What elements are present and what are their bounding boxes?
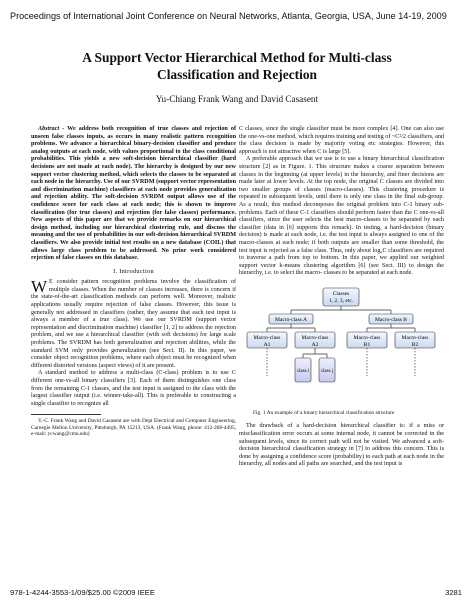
node-macro-b2-label-1: Macro-class xyxy=(401,334,429,341)
right-paragraph-3: The drawback of a hard-decision hierarchical classifier is: if a miss or misclassification error occurs at some internal node, it cannot be corrected in the subsequent levels, since its correct path will not be visited. We advanced a soft-decision hierarchical classification strategy in [7] to address this concern. This is done by assigning a confidence score (probability) to each path at each node in the hierarchy, all nodes and all paths are searched, and the test input is xyxy=(239,423,444,468)
abstract xyxy=(31,126,236,263)
paper-title xyxy=(0,50,474,83)
hierarchy-diagram xyxy=(239,280,444,408)
right-paragraph-1: C classes, since the single classifier must be more complex [4]. One can also use the one-vs-one method, which requires training and testing of ~C²/2 classifiers, and the class decision is made by majority voting etc strategies. However, this approach is not attractive when C is large [5]. xyxy=(239,126,444,155)
right-paragraph-2: A preferable approach that we use is to use a binary hierarchical classification structure [2] as in Figure. 1. This structure makes a coarse separation between classes in the beginning (at upper levels) in the hierarchy, and finer decisions are made later at lower levels. At the top node, the original C classes are divided into two smaller groups of classes (macro-classes). This clustering procedure is repeated in subsequent levels, until there is only one class in the final sub-group. As a result, this method decomposes the original problem into C-1 binary sub-problems. Each of these C-1 classifiers should perform faster than the C one-vs-all classifiers, since the user selects the best macro-classes to be separated by each classifier (data in [6] supports this remark). In testing, a hard-decision (binary decision) is made at each node, i.e. the test input is always assigned to one of the macro-classes at each node; if both outputs are smaller than some threshold, the test input is rejected as a false class. Thus, only about log₂C classifiers are required to traverse a path from top to bottom. In this paper, we applied our weighted support vector k-means clustering algorithm [6] (see Sect. III) to design the hierarchy, i.e. to select the macro- classes to be separated at each node. xyxy=(239,156,444,277)
node-root-label-2: 1, 2, 3, etc. xyxy=(328,297,354,304)
figure-1 xyxy=(239,280,444,408)
leaf-class-i-label: class i xyxy=(296,368,310,374)
node-macro-b-label: Macro-class B xyxy=(375,316,407,323)
page-number: 3281 xyxy=(445,588,462,597)
node-macro-a1-label-2: A1 xyxy=(263,341,271,348)
leaf-class-j-label: class j xyxy=(320,368,334,374)
footer-isbn: 978-1-4244-3553-1/09/$25.00 ©2009 IEEE xyxy=(10,588,155,597)
drop-cap: W xyxy=(31,277,48,297)
node-root-label-1: Classes xyxy=(332,290,350,297)
abstract-label: Abstract xyxy=(38,126,60,132)
node-macro-b2-label-2: B2 xyxy=(411,341,419,348)
section-introduction-heading: I. Introduction xyxy=(113,267,154,275)
intro-paragraph-1 xyxy=(31,279,236,370)
title-line-2: Classification and Rejection xyxy=(157,66,317,82)
author-footnote: Y.-C. Frank Wang and David Casasent are with Dept Electrical and Computer Engineering, Carnegie Mellon University, Pittsburgh, PA 15213, USA. (Frank Wang, phone: 412-268-4495, e-mail: ycwang@cmu.edu) xyxy=(31,418,236,438)
node-macro-b1-label-2: B1 xyxy=(363,341,371,348)
node-macro-b1-label-1: Macro-class xyxy=(353,334,381,341)
node-macro-a1-label-1: Macro-class xyxy=(253,334,281,341)
node-macro-a-label: Macro-class A xyxy=(275,316,307,323)
authors: Yu-Chiang Frank Wang and David Casasent xyxy=(155,94,319,104)
footnote-divider xyxy=(31,414,101,415)
proceedings-header: Proceedings of International Joint Conference on Neural Networks, Atlanta, Georgia, USA, June 14-19, 2009 xyxy=(10,11,447,21)
title-line-1: A Support Vector Hierarchical Method for Multi-class xyxy=(82,50,392,65)
intro-paragraph-1-text: E consider pattern recognition problems involve the classification of multiple classes. When the number of classes increases, there is concern if the state-of-the-art classification methods can perform well. Moreover, realistic applications usually require rejection of false classes. However, this issue is generally not addressed in classifiers (rather, they assume that each test input is always a member of a true class). We use our SVRDM (support vector representation and discrimination machine) classifier [1, 2] to address the rejection problem, and we use a hierarchical classifier (with soft decisions) for large scale problems. The SVRDM has both generalization and rejection abilities, while the standard SVM only provides generalization (see Sect. II). In this paper, we consider object recognition problems, where each object must be recognized when different distorted versions (aspect views) of it are present. xyxy=(31,279,236,369)
right-column xyxy=(239,126,444,469)
left-column xyxy=(31,126,236,438)
node-macro-a2-label-2: A2 xyxy=(311,341,319,348)
intro-paragraph-2: A standard method to address a multi-class (C-class) problem is to use C different one-vs-all binary classifiers [3]. Each of them distinguishes one class from the remaining C-1 classes, and the test input is assigned to the class with the largest classifier output (i.e. winner-take-all). This is preferable to constructing a single classifier to recognize all xyxy=(31,370,236,407)
node-macro-a2-label-1: Macro-class xyxy=(301,334,329,341)
abstract-text: - We address both recognition of true classes and rejection of unseen false classes inputs, as occurs in many realistic pattern recognition problems. We advance a hierarchical binary-decision classifier and produce analog outputs at each node, with values proportional to the class conditional probabilities. This yields a new soft-decision hierarchical classifier (hard decisions are not made at each node). The hierarchy is designed by our new support vector clustering method, which selects the classes to be separated at each node in the hierarchy. Use of our SVRDM (support vector representation and discrimination machine) classifiers at each node provides generalization and rejection ability. The soft-decision SVRDM output allows use of the confidence score for each class at each node; this is shown to improve classification (for true classes) and rejection (for false classes) performance. New aspects of this paper are that we provide remarks on our hierarchical design method, including our hierarchical clustering rule, and discuss the meaning and the use of probabilities in our soft-decision hierarchical SVRDM classifiers. We also provide initial test results on a new database (COIL) that allows large class problem to be addressed. No prior work considered rejection of false classes on this database. xyxy=(31,126,236,262)
figure-1-caption: Fig. 1 An example of a binary hierarchical classification structure xyxy=(253,409,395,416)
